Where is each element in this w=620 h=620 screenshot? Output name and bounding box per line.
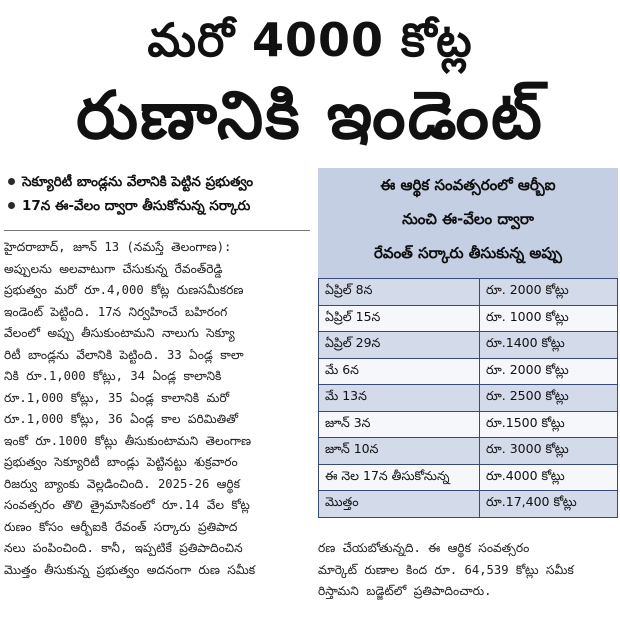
table-cell-amount: రూ. 1000 కోట్లు [480, 305, 618, 332]
table-cell-amount: రూ.1400 కోట్లు [480, 332, 618, 359]
borrowing-table [318, 278, 618, 518]
body-line: నికి రూ.1,000 కోట్లు, 34 ఏండ్ల కాలానికి [4, 369, 222, 383]
bullet-dot-icon [8, 178, 15, 185]
body-line: ప్రభుత్వం మరో రూ.4,000 కోట్ల రుణసమీకరణ [4, 283, 244, 297]
table-cell-amount: రూ.1500 కోట్లు [480, 411, 618, 438]
body-line: మొత్తం తీసుకున్న ప్రభుత్వం అదనంగా రుణ సమీక [4, 562, 256, 577]
table-row [319, 332, 618, 359]
table-row [319, 411, 618, 438]
body-line: హైదరాబాద్‌, జూన్‌ 13 (నమస్తే తెలంగాణ): [4, 240, 232, 254]
table-cell-amount: రూ. 2000 కోట్లు [480, 279, 618, 306]
table-row [319, 305, 618, 332]
table-cell-date: ఈ నెల 17న తీసుకోనున్న [319, 464, 480, 491]
body-line: అప్పులను అలవాటుగా చేసుకున్న రేవంత్‌రెడ్డి [4, 261, 223, 276]
headline-line-2: రుణానికి ఇండెంట్ [76, 77, 544, 154]
article-body-left [4, 237, 310, 581]
body-line: ఇండెంట్‌ పెట్టింది. 17న నిర్వహించే బహిరంగ [4, 304, 228, 319]
body-line: రిస్తామని బడ్జెట్‌లో ప్రతిపాదించారు. [318, 584, 492, 598]
bullet-text: 17న ఈ-వేలం ద్వారా తీసుకోనున్న సర్కారు [22, 198, 251, 214]
body-line: నలు పంపించింది. కానీ, ఇప్పటికే ప్రతిపాదించిన [4, 541, 243, 555]
table-cell-total-label: మొత్తం [319, 491, 480, 518]
box-title-line: ఈ ఆర్థిక సంవత్సరంలో ఆర్బీఐ [380, 176, 556, 194]
body-line: మార్కెట్‌ రుణాల కింద రూ. 64,539 కోట్లు సమీక [318, 562, 574, 577]
table-row [319, 279, 618, 306]
table-cell-amount: రూ. 2000 కోట్లు [480, 358, 618, 385]
divider [4, 230, 310, 231]
body-line: రూ.1,000 కోట్లు, 35 ఏండ్ల కాలానికి మరో [4, 390, 230, 405]
body-line: రూ.1,000 కోట్లు, 36 ఏండ్ల కాల పరిమితితో [4, 412, 239, 426]
table-cell-amount: రూ. 2500 కోట్లు [480, 385, 618, 412]
bullet-item [4, 194, 310, 218]
table-cell-amount: రూ. 3000 కోట్లు [480, 438, 618, 465]
bullet-item [4, 170, 310, 194]
table-total-row [319, 491, 618, 518]
table-cell-date: జూన్‌ 10న [319, 438, 480, 465]
body-line: వేలంలో అప్పు తీసుకుంటామని నాలుగు సెక్యూ [4, 326, 235, 340]
table-cell-date: మే 6న [319, 358, 480, 385]
table-cell-date: ఏప్రిల్‌ 8న [319, 279, 480, 306]
table-cell-total-amount: రూ.17,400 కోట్లు [480, 491, 618, 518]
table-row [319, 358, 618, 385]
box-title-line: నుంచి ఈ-వేలం ద్వారా [402, 210, 534, 228]
body-line: ప్రభుత్వం సెక్యూరిటీ బాండ్లు పెట్టినట్టు శుక్రవారం [4, 455, 238, 469]
body-line: సంవత్సరం తొలి త్రైమాసికంలో రూ.14 వేల కోట్ల [4, 498, 250, 512]
table-cell-date: ఏప్రిల్‌ 15న [319, 305, 480, 332]
article-body-right [318, 538, 618, 603]
table-row [319, 464, 618, 491]
body-line: రుణం కోసం ఆర్బీఐకి రేవంత్‌ సర్కారు ప్రతిపాద [4, 519, 238, 534]
bullet-list [4, 170, 310, 218]
table-cell-date: మే 13న [319, 385, 480, 412]
body-line: రణ చేయబోతున్నది. ఈ ఆర్థిక సంవత్సరం [318, 541, 530, 555]
table-cell-date: జూన్‌ 3న [319, 411, 480, 438]
body-line: ఇంకో రూ.1000 కోట్లు తీసుకుంటామని తెలంగాణ [4, 433, 252, 448]
bullet-text: సెక్యూరిటీ బాండ్లను వేలానికి పెట్టిన ప్రభుత్వం [22, 174, 254, 190]
table-row [319, 438, 618, 465]
table-cell-amount: రూ.4000 కోట్లు [480, 464, 618, 491]
body-line: రిటీ బాండ్లను వేలానికి పెట్టింది. 33 ఏండ్ల కాలా [4, 347, 244, 362]
bullet-dot-icon [8, 202, 15, 209]
box-title-line: రేవంత్‌ సర్కారు తీసుకున్న అప్పు [374, 244, 562, 262]
headline-line-1: మరో 4000 కోట్ల [147, 13, 473, 67]
body-line: రిజర్వు బ్యాంకు వెల్లడించింది. 2025-26 ఆర్థిక [4, 476, 240, 491]
table-row [319, 385, 618, 412]
table-box-title [318, 168, 618, 278]
table-cell-date: ఏప్రిల్‌ 29న [319, 332, 480, 359]
